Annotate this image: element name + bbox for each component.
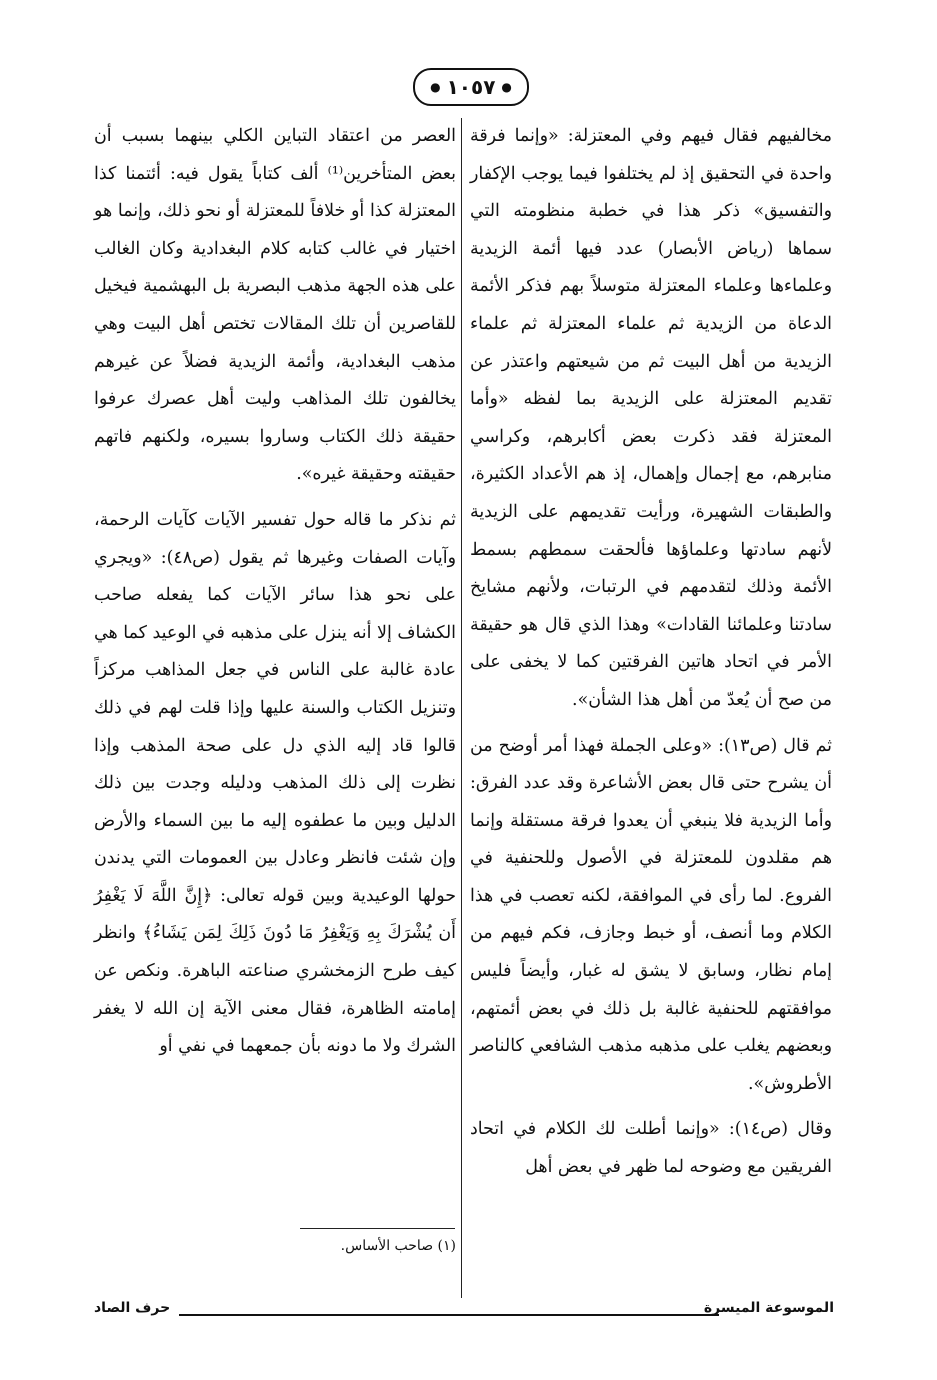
paragraph: العصر من اعتقاد التباين الكلي بينهما بسبب أن بعض المتأخرين⁽¹⁾ ألف كتاباً يقول فيه: أئتمنا كذا المعتزلة كذا أو خلافاً للمعتزلة أو نحو ذلك، وإنما هو اختيار في غالب كتابه كلام البغدادية وكان الغالب على هذه الجهة مذهب البصرية بل البهشمية فيخيل للقاصرين أن تلك المقالات تختص أهل البيت وهي مذهب البغدادية، وأئمة الزيدية فضلاً عن غيرهم يخالفون تلك المذاهب وليت أهل عصرك عرفوا حقيقة ذلك الكتاب وساروا بسيره، ولكنهم فاتهم حقيقته وحقيقة غيره».: [94, 126, 456, 485]
paragraph: مخالفيهم فقال فيهم وفي المعتزلة: «وإنما فرقة واحدة في التحقيق إذ لم يختلفوا فيما يوجب الإكفار والتفسيق» ذكر هذا في خطبة منظومته التي سماها (رياض الأبصار) عدد فيها أئمة الزيدية وعلماءها وعلماء المعتزلة متوسلاً بهم فذكر الأئمة الدعاة من الزيدية ثم علماء المعتزلة ثم علماء الزيدية من أهل البيت ثم من شيعتهم واعتذر عن تقديم المعتزلة على الزيدية بما لفظه «وأما المعتزلة فقد ذكرت بعض أكابرهم، وكراسي منابرهم، مع إجمال وإهمال، إذ هم الأعداد الكثيرة، والطبقات الشهيرة، ورأيت تقديمهم على الزيدية لأنهم سادتها وعلماؤها فألحقت سمطهم بسمط الأئمة وذلك لتقدمهم في الرتبات، ولأنهم مشايخ سادتنا وعلمائنا القادات» وهذا الذي قال هو حقيقة الأمر في اتحاد هاتين الفرقتين كما لا يخفى على من صح أن يُعدّ من أهل هذا الشأن».: [470, 126, 832, 710]
paragraph: ثم قال (ص١٣): «وعلى الجملة فهذا أمر أوضح من أن يشرح حتى قال بعض الأشاعرة وقد عدد الفرق: وأما الزيدية فلا ينبغي أن يعدوا فرقة مستقلة وإنما هم مقلدون للمعتزلة في الأصول وللحنفية في الفروع. لما رأى في الموافقة، لكنه تعصب في هذا الكلام وما أنصف، أو خبط وجازف، فكم فيهم من إمام نظار، وسابق لا يشق له غبار، وأيضاً فليس موافقتهم للحنفية غالبة بل ذلك في بعض أئمتهم، وبعضهم يغلب على مذهبه مذهب الشافعي كالناصر الأطروش».: [470, 735, 832, 1094]
page-number-text: ١٠٥٧: [446, 75, 496, 99]
right-column: [470, 118, 832, 1187]
paragraph: ثم نذكر ما قاله حول تفسير الآيات كآيات الرحمة، وآيات الصفات وغيرها ثم يقول (ص٤٨): «ويجري على نحو هذا سائر الآيات كما يفعله صاحب الكشاف إلا أنه ينزل على مذهبه في الوعيد كما هي عادة غالبة على الناس في جعل المذاهب مركزاً وتنزيل الكتاب والسنة عليها وإذا قلت لهم في ذلك قالوا قاد إليه الذي دل على صحة المذهب وإذا نظرت إلى ذلك المذهب ودليله وجدت بين ذلك الدليل وبين ما عطفوه إليه ما بين السماء والأرض وإن شئت فانظر وعادل بين العمومات التي يدندن حولها الوعيدية وبين قوله تعالى: ﴿إِنَّ اللَّهَ لَا يَغْفِرُ أَن يُشْرَكَ بِهِ وَيَغْفِرُ مَا دُونَ ذَلِكَ لِمَن يَشَاءُ﴾ وانظر كيف طرح الزمخشري صناعته الباهرة. ونكص عن إمامته الظاهرة، فقال معنى الآية إن الله لا يغفر الشرك ولا ما دونه بأن جمعهما في نفي أو: [94, 509, 456, 1057]
page-footer: [94, 1300, 834, 1324]
paragraph: وقال (ص١٤): «وإنما أطلت لك الكلام في اتحاد الفريقين مع وضوحه لما ظهر في بعض أهل: [470, 1119, 832, 1178]
ornament-dot-icon: ●: [430, 80, 441, 94]
footnote-rule: [300, 1228, 455, 1229]
page-number: [413, 68, 529, 106]
ornament-dot-icon: ●: [501, 80, 512, 94]
footer-section-label: حرف الصاد: [94, 1300, 171, 1316]
footer-rule: [179, 1314, 719, 1316]
footer-series-label: الموسوعة الميسرة: [703, 1300, 834, 1316]
footnote: (١) صاحب الأساس.: [340, 1238, 456, 1254]
column-divider: [461, 118, 462, 1298]
left-column: [94, 118, 456, 1066]
